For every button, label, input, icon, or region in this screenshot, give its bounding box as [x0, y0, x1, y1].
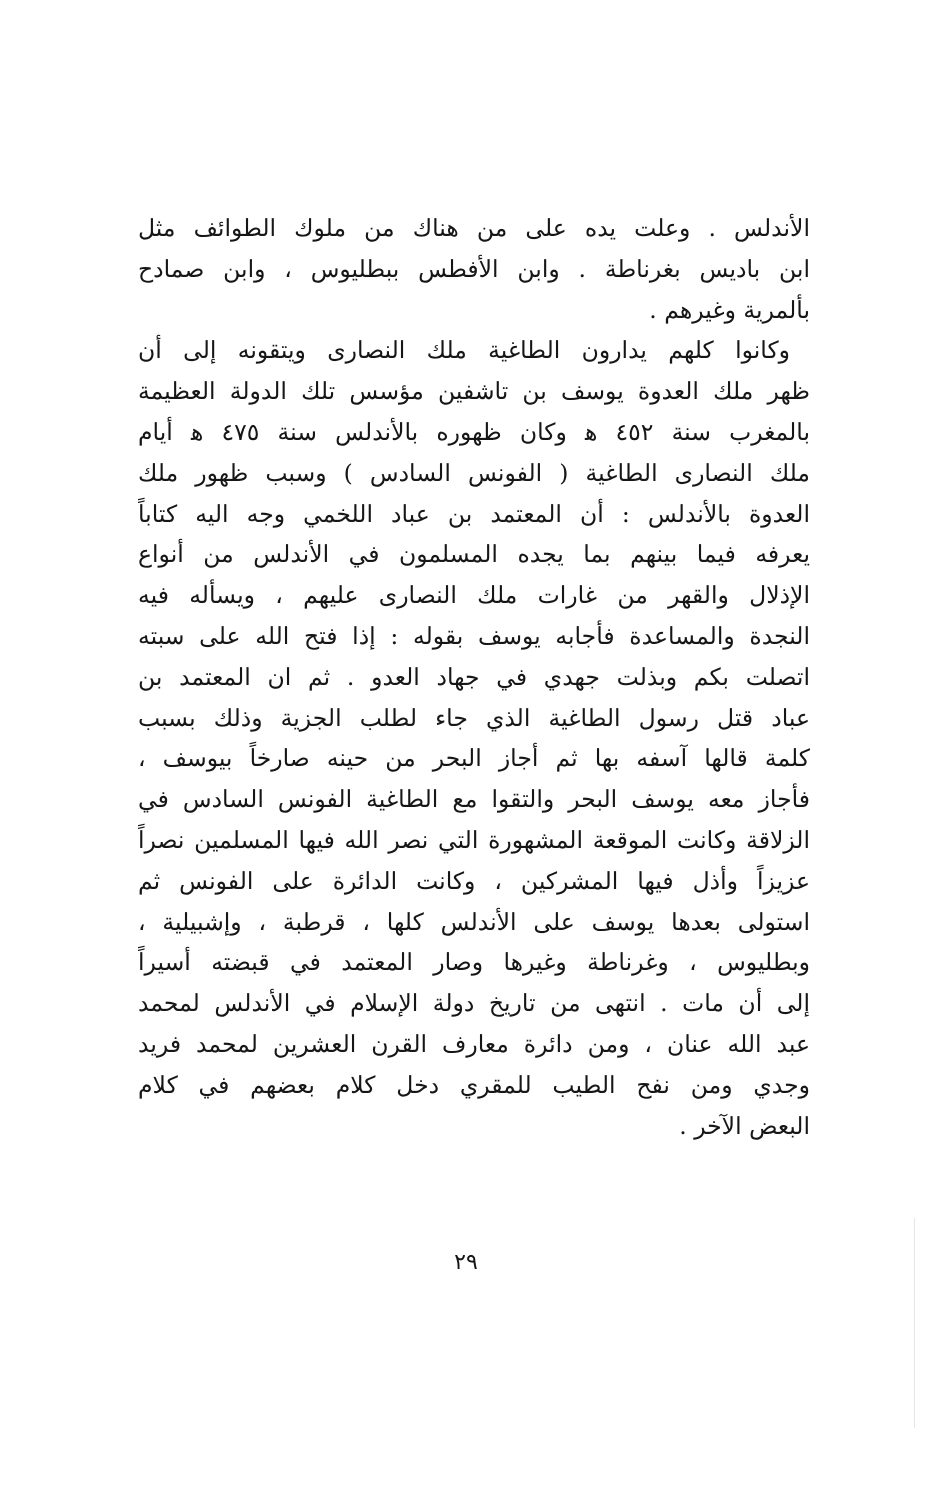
text-line: بالمغرب سنة ٤٥٢ ﻫ وكان ظهوره بالأندلس سنة ٤٧٥ ﻫ أيام [138, 417, 810, 446]
text-line: يعرفه فيما بينهم بما يجده المسلمون في الأندلس من أنواع [138, 540, 810, 569]
text-line: العدوة بالأندلس : أن المعتمد بن عباد اللخمي وجه اليه كتاباً [138, 499, 810, 528]
text-line: إلى أن مات . انتهى من تاريخ دولة الإسلام في الأندلس لمحمد [138, 989, 810, 1018]
text-line: وبطليوس ، وغرناطة وغيرها وصار المعتمد في قبضته أسيراً [138, 948, 810, 977]
text-line: ملك النصارى الطاغية ( الفونس السادس ) وسبب ظهور ملك [138, 458, 810, 487]
paragraph-end-line: بألمرية وغيرهم . [649, 295, 810, 324]
text-line: اتصلت بكم وبذلت جهدي في جهاد العدو . ثم ان المعتمد بن [138, 662, 810, 691]
text-line: استولى بعدها يوسف على الأندلس كلها ، قرطبة ، وإشبيلية ، [138, 907, 810, 936]
text-line: فأجاز معه يوسف البحر والتقوا مع الطاغية الفونس السادس في [138, 785, 810, 814]
text-line: ابن باديس بغرناطة . وابن الأفطس ببطليوس ، وابن صمادح [138, 254, 810, 283]
text-line: الزلاقة وكانت الموقعة المشهورة التي نصر الله فيها المسلمين نصراً [138, 825, 810, 854]
text-line: كلمة قالها آسفه بها ثم أجاز البحر من حينه صارخاً بيوسف ، [138, 744, 810, 773]
text-line: عزيزاً وأذل فيها المشركين ، وكانت الدائرة على الفونس ثم [138, 866, 810, 895]
text-line: ظهر ملك العدوة يوسف بن تاشفين مؤسس تلك الدولة العظيمة [138, 377, 810, 406]
scan-edge-line [914, 1218, 915, 1428]
paragraph-end-line: البعض الآخر . [679, 1111, 810, 1140]
text-line: الإذلال والقهر من غارات ملك النصارى عليهم ، ويسأله فيه [138, 581, 810, 610]
text-line: وكانوا كلهم يدارون الطاغية ملك النصارى ويتقونه إلى أن [138, 336, 790, 365]
text-line: عباد قتل رسول الطاغية الذي جاء لطلب الجزية وذلك بسبب [138, 703, 810, 732]
text-line: النجدة والمساعدة فأجابه يوسف بقوله : إذا فتح الله على سبته [138, 621, 810, 650]
body-text [138, 208, 810, 1146]
text-line: الأندلس . وعلت يده على من هناك من ملوك الطوائف مثل [138, 214, 810, 242]
text-line: وجدي ومن نفح الطيب للمقري دخل كلام بعضهم في كلام [138, 1070, 810, 1099]
page-number: ٢٩ [454, 1250, 478, 1275]
text-line: عبد الله عنان ، ومن دائرة معارف القرن العشرين لمحمد فريد [138, 1029, 810, 1058]
